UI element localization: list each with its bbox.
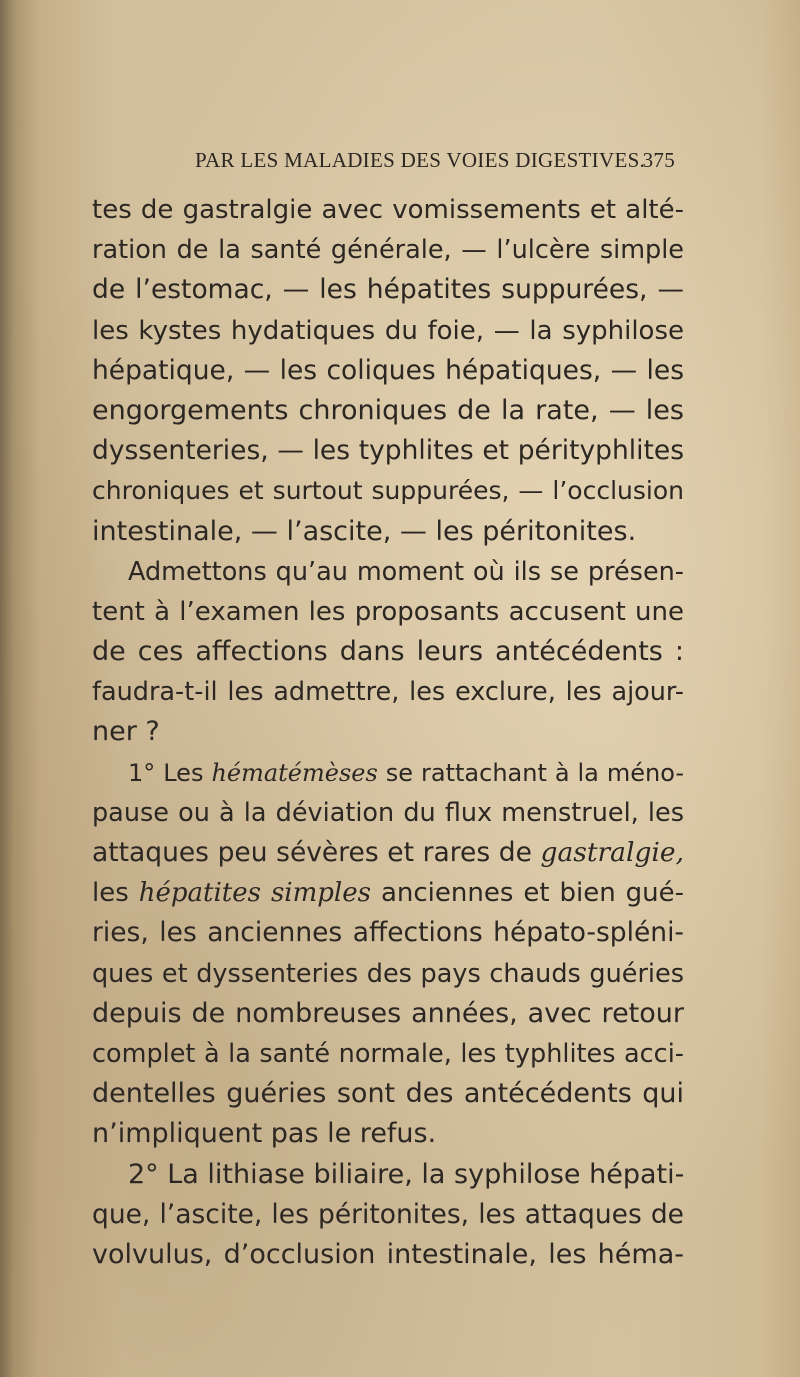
text-line: les hépatites simples anciennes et bien gué- xyxy=(92,878,685,909)
text-line: ries, les anciennes affections hépato-spléni- xyxy=(92,917,684,949)
text-line: dyssenteries, — les typhlites et pérityphlites xyxy=(92,435,684,467)
text-line: pause ou à la déviation du flux menstruel, les xyxy=(92,797,684,828)
text-line: ner ? xyxy=(92,716,160,748)
text-line: les kystes hydatiques du foie, — la syphilose xyxy=(92,315,684,346)
text-line: intestinale, — l’ascite, — les péritonites. xyxy=(92,515,637,547)
text-line: ques et dyssenteries des pays chauds guéries xyxy=(92,958,684,989)
text-line: 2° La lithiase biliaire, la syphilose hépati- xyxy=(128,1158,685,1190)
text-line: tes de gastralgie avec vomissements et alté- xyxy=(92,195,684,225)
page-number: 375 xyxy=(642,148,675,172)
text-line: ration de la santé générale, — l’ulcère simple xyxy=(92,235,684,266)
text-line: chroniques et surtout suppurées, — l’occlusion xyxy=(92,476,684,506)
text-line: faudra-t-il les admettre, les exclure, les ajour- xyxy=(92,677,684,708)
text-line: volvulus, d’occlusion intestinale, les héma- xyxy=(92,1238,684,1270)
text-line: 1° Les hématémèses se rattachant à la méno- xyxy=(128,758,684,787)
text-line: attaques peu sévères et rares de gastralgie, xyxy=(92,837,684,868)
text-line: n’impliquent pas le refus. xyxy=(92,1118,437,1150)
text-line: que, l’ascite, les péritonites, les attaques de xyxy=(92,1198,684,1230)
italic-term: hépatites simples xyxy=(138,878,371,909)
text-line: Admettons qu’au moment où ils se présen- xyxy=(128,556,684,587)
text-line: dentelles guéries sont des antécédents qui xyxy=(92,1078,684,1110)
text-line: hépatique, — les coliques hépatiques, — les xyxy=(92,354,684,386)
text-line: depuis de nombreuses années, avec retour xyxy=(92,997,684,1029)
body-text xyxy=(92,190,684,1275)
running-head xyxy=(195,148,685,178)
text-line: de l’estomac, — les hépatites suppurées, — xyxy=(92,274,684,306)
italic-term: hématémèses xyxy=(211,758,378,787)
running-head-title: PAR LES MALADIES DES VOIES DIGESTIVES. xyxy=(195,148,646,172)
text-line: engorgements chroniques de la rate, — les xyxy=(92,394,684,426)
text-line: tent à l’examen les proposants accusent une xyxy=(92,596,684,627)
text-line: de ces affections dans leurs antécédents : xyxy=(92,636,684,668)
text-line: complet à la santé normale, les typhlites acci- xyxy=(92,1038,684,1069)
italic-term: gastralgie, xyxy=(540,837,684,868)
